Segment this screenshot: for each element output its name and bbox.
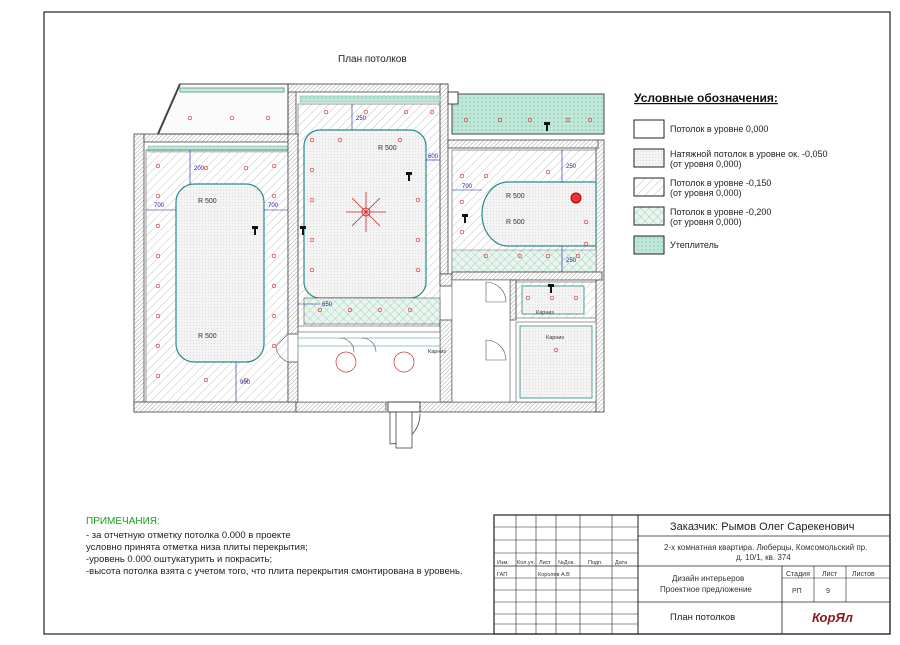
svg-text:700: 700 bbox=[462, 184, 473, 190]
hallway bbox=[298, 332, 440, 402]
notes-heading: ПРИМЕЧАНИЯ: bbox=[86, 516, 160, 527]
notes bbox=[86, 516, 463, 577]
entrance-door bbox=[388, 402, 420, 448]
legend-swatch bbox=[634, 236, 664, 254]
legend-label: Потолок в уровне -0,200 bbox=[670, 207, 772, 217]
col-koluch: Кол.уч. bbox=[517, 560, 536, 566]
balcony-right bbox=[448, 92, 604, 134]
sheet-value: 9 bbox=[826, 588, 830, 595]
role: ГАП bbox=[497, 572, 508, 578]
legend-item bbox=[634, 120, 768, 138]
balcony-left bbox=[158, 84, 288, 134]
svg-text:700: 700 bbox=[268, 203, 279, 209]
notes-line: -высота потолка взята с учетом того, что плита перекрытия смонтирована в уровень. bbox=[86, 566, 463, 577]
svg-text:600: 600 bbox=[428, 154, 439, 160]
bathroom-bottom bbox=[516, 322, 596, 402]
customer: Заказчик: Рымов Олег Сарекенович bbox=[670, 521, 855, 533]
address-line: д. 10/1, кв. 374 bbox=[736, 553, 791, 562]
legend-swatch bbox=[634, 178, 664, 196]
legend-swatch bbox=[634, 149, 664, 167]
company-logo: КорЯл bbox=[812, 610, 853, 625]
legend-label: Потолок в уровне -0,150 bbox=[670, 178, 772, 188]
col-data: Дата bbox=[615, 560, 628, 566]
person: Королев А.В bbox=[538, 572, 570, 578]
svg-text:700: 700 bbox=[154, 203, 165, 209]
col-podp: Подп. bbox=[588, 560, 603, 566]
insulation-strip bbox=[300, 96, 440, 102]
svg-text:R 500: R 500 bbox=[506, 219, 525, 226]
legend-label: Потолок в уровне 0,000 bbox=[670, 124, 769, 134]
legend bbox=[634, 91, 828, 254]
project-line: Дизайн интерьеров bbox=[672, 574, 745, 583]
svg-text:250: 250 bbox=[356, 116, 367, 122]
legend-sublabel: (от уровня 0,000) bbox=[670, 159, 742, 169]
project-line: Проектное предложение bbox=[660, 585, 752, 594]
sheets-header: Листов bbox=[852, 571, 875, 578]
legend-sublabel: (от уровня 0,000) bbox=[670, 188, 742, 198]
svg-text:900: 900 bbox=[240, 380, 251, 386]
stage-value: РП bbox=[792, 588, 802, 595]
floor-plan bbox=[134, 84, 604, 448]
svg-text:Карниз: Карниз bbox=[428, 349, 446, 355]
legend-item bbox=[634, 178, 771, 198]
svg-text:250: 250 bbox=[566, 164, 577, 170]
svg-text:200: 200 bbox=[194, 166, 205, 172]
notes-line: - за отчетную отметку потолка 0.000 в проекте bbox=[86, 530, 291, 541]
col-list: Лист bbox=[539, 560, 551, 566]
sheet-header: Лист bbox=[822, 571, 838, 578]
svg-text:Карниз: Карниз bbox=[536, 310, 554, 316]
sheet-title: План потолков bbox=[670, 612, 736, 623]
svg-text:650: 650 bbox=[322, 302, 333, 308]
legend-swatch bbox=[634, 207, 664, 225]
legend-sublabel: (от уровня 0,000) bbox=[670, 217, 742, 227]
stage-header: Стадия bbox=[786, 571, 810, 578]
corridor bbox=[452, 280, 510, 402]
svg-text:R 500: R 500 bbox=[198, 333, 217, 340]
svg-text:250: 250 bbox=[566, 258, 577, 264]
legend-label: Утеплитель bbox=[670, 240, 719, 250]
legend-item bbox=[634, 149, 828, 169]
address-line: 2-х комнатная квартира. Люберцы, Комсомольский пр. bbox=[664, 543, 868, 552]
pendant-light-icon bbox=[571, 193, 581, 203]
legend-heading: Условные обозначения: bbox=[634, 91, 778, 105]
col-izm: Изм. bbox=[497, 560, 509, 566]
notes-line: условно принята отметка низа плиты перекрытия; bbox=[86, 542, 308, 553]
legend-item bbox=[634, 236, 719, 254]
notes-line: -уровень 0.000 оштукатурить и покрасить; bbox=[86, 554, 273, 565]
legend-swatch bbox=[634, 120, 664, 138]
svg-text:R 500: R 500 bbox=[198, 198, 217, 205]
svg-text:Карниз: Карниз bbox=[546, 335, 564, 341]
svg-text:R 500: R 500 bbox=[378, 145, 397, 152]
svg-text:R 500: R 500 bbox=[506, 193, 525, 200]
chandelier-icon bbox=[346, 192, 386, 232]
plan-title: План потолков bbox=[338, 54, 407, 65]
room-left bbox=[146, 150, 288, 402]
legend-item bbox=[634, 207, 771, 227]
title-block-text bbox=[497, 521, 875, 625]
col-ndok: №Док. bbox=[558, 560, 575, 566]
legend-label: Натяжной потолок в уровне ок. -0,050 bbox=[670, 149, 828, 159]
